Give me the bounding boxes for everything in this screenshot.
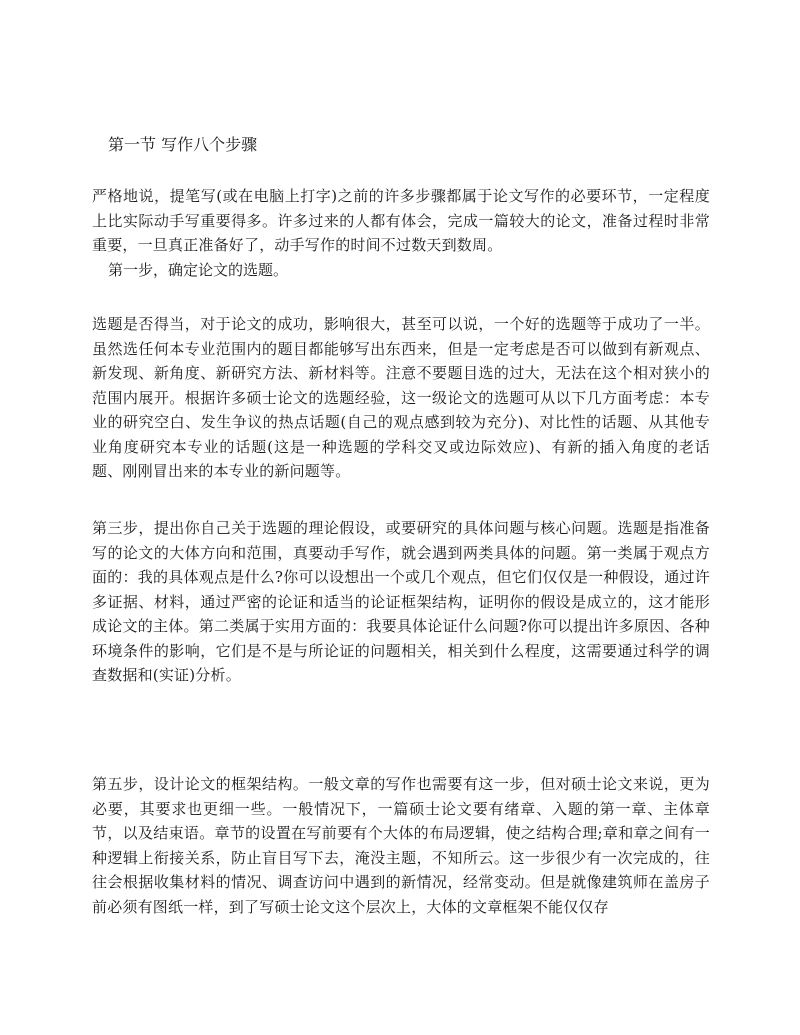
section-title: 第一节 写作八个步骤: [108, 135, 258, 154]
step3-paragraph: 第三步，提出你自己关于选题的理论假设，或要研究的具体问题与核心问题。选题是指准备写的论文的大体方向和范围，真要动手写作，就会遇到两类具体的问题。第一类属于观点方面的：我的具体观点是什么?你可以设想出一个或几个观点，但它们仅仅是一种假设，通过许多证据、材料，通过严密的论证和适当的论证框架结构，证明你的假设是成立的，这才能形成论文的主体。第二类属于实用方面的：我要具体论证什么问题?你可以提出许多原因、各种环境条件的影响，它们是不是与所论证的问题相关，相关到什么程度，这需要通过科学的调查数据和(实证)分析。: [92, 519, 710, 684]
intro-paragraph: 严格地说，提笔写(或在电脑上打字)之前的许多步骤都属于论文写作的必要环节，一定程度上比实际动手写重要得多。许多过来的人都有体会，完成一篇较大的论文，准备过程时非常重要，一旦真正准备好了，动手写作的时间不过数天到数周。: [92, 187, 710, 254]
step5-paragraph: 第五步，设计论文的框架结构。一般文章的写作也需要有这一步，但对硕士论文来说，更为必要，其要求也更细一些。一般情况下，一篇硕士论文要有绪章、入题的第一章、主体章节，以及结束语。章节的设置在写前要有个大体的布局逻辑，使之结构合理;章和章之间有一种逻辑上衔接关系，防止盲目写下去，淹没主题，不知所云。这一步很少有一次完成的，往往会根据收集材料的情况、调查访问中遇到的新情况，经常变动。但是就像建筑师在盖房子前必须有图纸一样，到了写硕士论文这个层次上，大体的文章框架不能仅仅存: [92, 775, 710, 916]
step1-paragraph: 选题是否得当，对于论文的成功，影响很大，甚至可以说，一个好的选题等于成功了一半。虽然选任何本专业范围内的题目都能够写出东西来，但是一定考虑是否可以做到有新观点、新发现、新角度、新研究方法、新材料等。注意不要题目选的过大，无法在这个相对狭小的范围内展开。根据许多硕士论文的选题经验，这一级论文的选题可从以下几方面考虑：本专业的研究空白、发生争议的热点话题(自己的观点感到较为充分)、对比性的话题、从其他专业角度研究本专业的话题(这是一种选题的学科交叉或边际效应)、有新的插入角度的老话题、刚刚冒出来的本专业的新问题等。: [92, 315, 710, 480]
step1-title: 第一步，确定论文的选题。: [108, 261, 289, 279]
